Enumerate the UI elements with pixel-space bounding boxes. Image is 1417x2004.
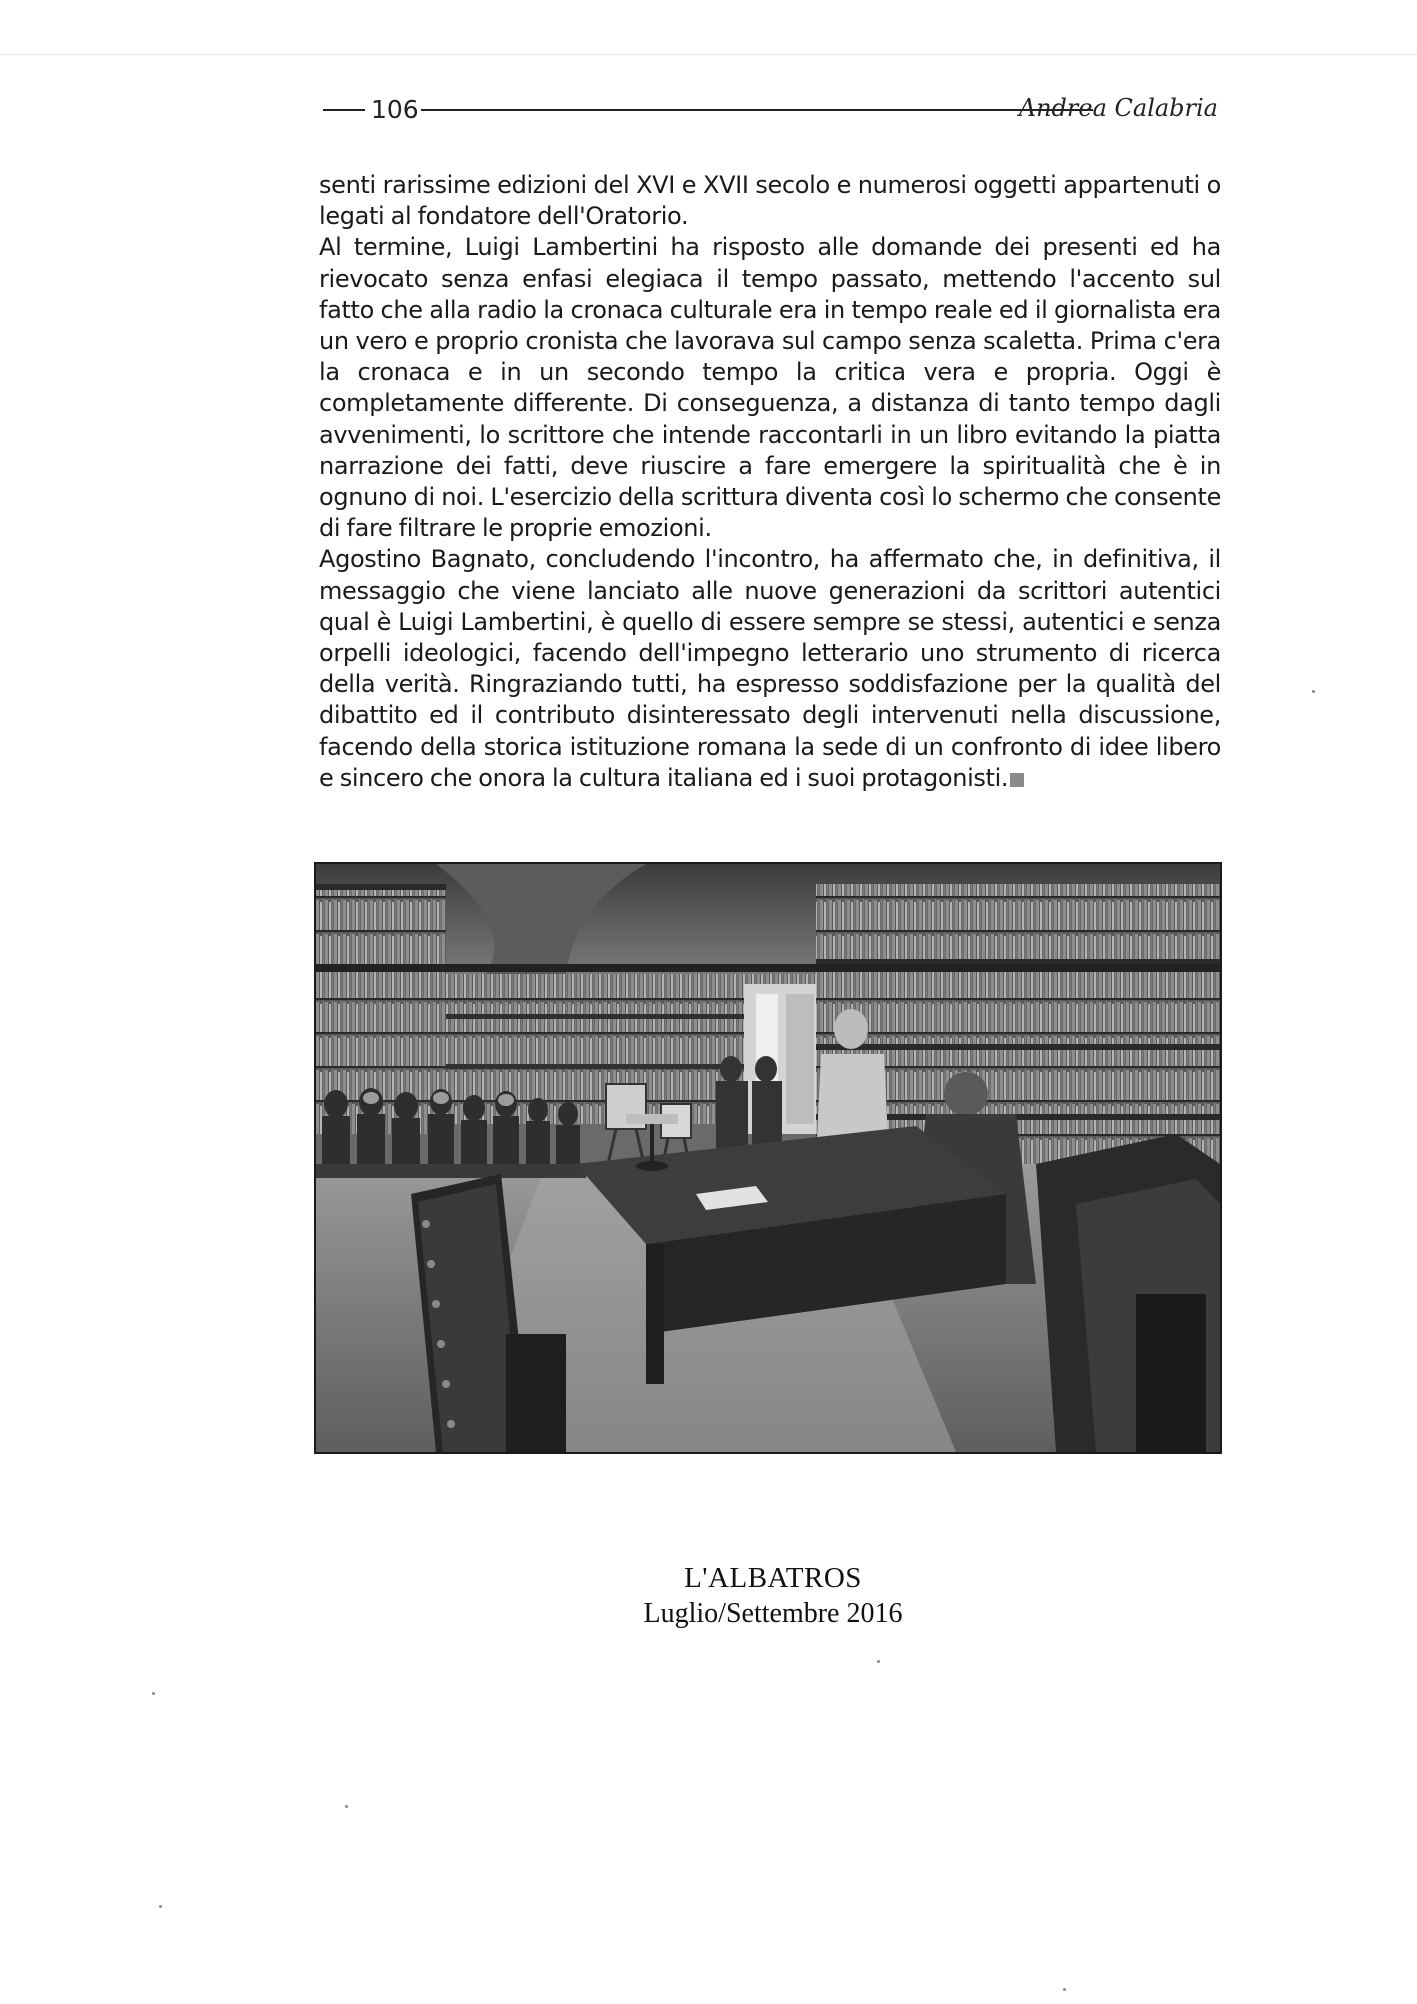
end-of-article-mark bbox=[1010, 773, 1024, 787]
paragraph: senti rarissime edizioni del XVI e XVII secolo e numerosi oggetti appartenuti o legati al fondatore dell'Oratorio. bbox=[319, 171, 1221, 231]
scan-speck bbox=[345, 1805, 348, 1808]
scan-speck bbox=[877, 1660, 880, 1663]
paragraph: Al termine, Luigi Lambertini ha risposto alle domande dei presenti ed ha rievocato senza enfasi elegiaca il tempo passato, mettendo l'accento sul fatto che alla radio la cronaca culturale era in tempo reale ed il giornalista era un vero e proprio cronista che lavorava sul campo senza scaletta. Prima c'era la cronaca e in un secondo tempo la critica vera e propria. Oggi è completamente differente. Di conseguenza, a distanza di tanto tempo dagli avvenimenti, lo scrittore che intende raccontarli in un libro evitando la piatta narrazione dei fatti, deve riuscire a fare emergere la spiritualità che è in ognuno di noi. L'esercizio della scrittura diventa così lo schermo che consente di fare filtrare le proprie emozioni. bbox=[319, 233, 1221, 543]
scan-speck bbox=[1063, 1988, 1066, 1991]
header-rule bbox=[421, 109, 1093, 111]
journal-stamp bbox=[608, 1560, 938, 1632]
scan-speck bbox=[159, 1905, 162, 1908]
paragraph bbox=[319, 544, 1221, 794]
running-author: Andrea Calabria bbox=[1018, 94, 1218, 122]
page-number: 106 bbox=[371, 95, 419, 124]
scan-speck bbox=[1312, 690, 1315, 693]
journal-issue: Luglio/Settembre 2016 bbox=[643, 1598, 903, 1629]
journal-name: L'ALBATROS bbox=[684, 1562, 862, 1594]
event-photograph bbox=[314, 862, 1222, 1454]
running-header bbox=[323, 92, 1218, 128]
header-dash bbox=[323, 109, 365, 111]
article-body bbox=[319, 170, 1221, 794]
library-hall-photo bbox=[316, 864, 1220, 1452]
paragraph-text: Agostino Bagnato, concludendo l'incontro, ha affermato che, in definitiva, il messaggio che viene lanciato alle nuove generazioni da scrittori autentici qual è Luigi Lambertini, è quello di essere sempre se stessi, autentici e senza orpelli ideologici, facendo dell'impegno letterario uno strumento di ricerca della verità. Ringraziando tutti, ha espresso soddisfazione per la qualità del dibattito ed il contributo disinteressato degli intervenuti nella discussione, facendo della storica istituzione romana la sede di un confronto di idee libero e sincero che onora la cultura italiana ed i suoi protagonisti. bbox=[319, 545, 1221, 792]
scan-speck bbox=[152, 1692, 155, 1695]
scan-edge-line bbox=[0, 54, 1417, 55]
